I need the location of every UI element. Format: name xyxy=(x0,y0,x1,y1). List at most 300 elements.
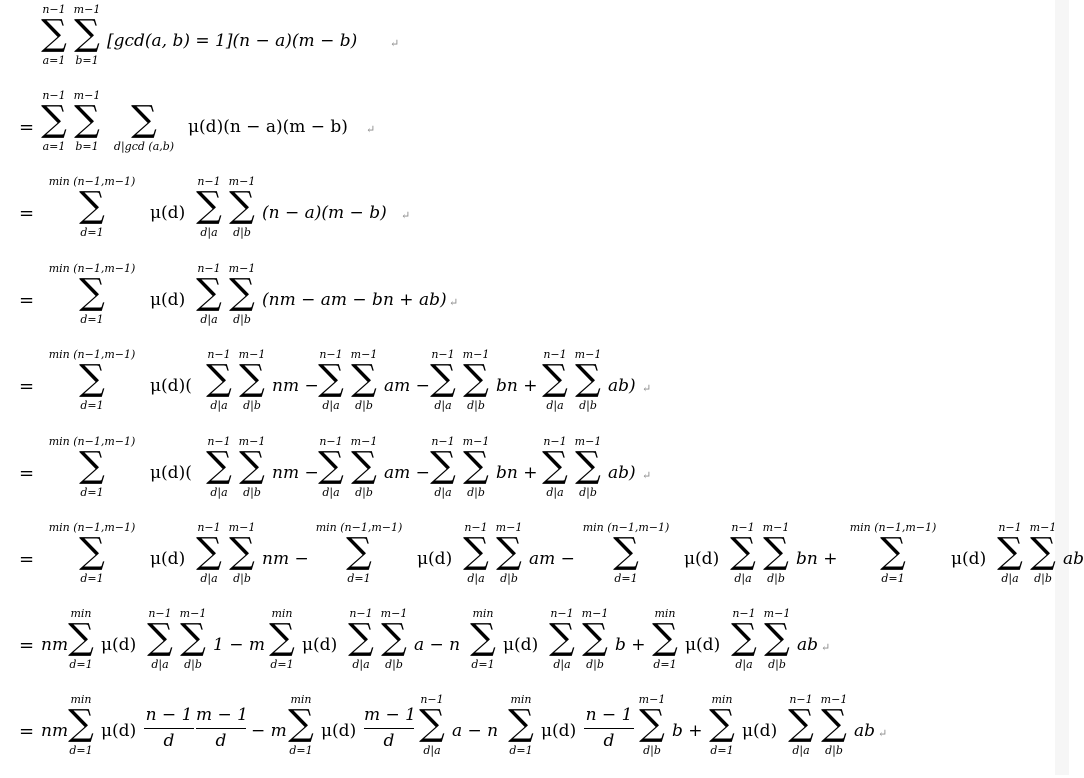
upper-limit: min xyxy=(510,693,532,706)
summation xyxy=(378,606,410,686)
summation xyxy=(226,261,258,341)
summation xyxy=(315,434,347,514)
upper-limit: n−1 xyxy=(998,521,1022,534)
expression-text: ab) xyxy=(608,376,636,396)
summation xyxy=(727,520,759,600)
upper-limit: n−1 xyxy=(543,435,567,448)
sigma-icon: ∑ xyxy=(508,703,534,744)
lower-limit: d=1 xyxy=(80,313,104,326)
lower-limit: d|b xyxy=(233,572,251,585)
upper-limit: min (n−1,m−1) xyxy=(849,521,937,534)
summation xyxy=(285,692,317,772)
summation xyxy=(706,692,738,772)
sigma-icon: ∑ xyxy=(997,531,1023,572)
upper-limit: n−1 xyxy=(732,607,756,620)
summation xyxy=(493,520,525,600)
equation-line xyxy=(0,520,1084,606)
upper-limit: n−1 xyxy=(349,607,373,620)
expression-text: bn + xyxy=(796,549,838,569)
lower-limit: d=1 xyxy=(80,572,104,585)
upper-limit: min xyxy=(290,693,312,706)
upper-limit: min (n−1,m−1) xyxy=(48,521,136,534)
sigma-icon: ∑ xyxy=(381,617,407,658)
fraction-bar xyxy=(584,728,634,729)
expression-text: nm xyxy=(41,635,69,655)
lower-limit: d|b xyxy=(355,486,373,499)
upper-limit: m−1 xyxy=(238,435,266,448)
sigma-icon: ∑ xyxy=(196,272,222,313)
lower-limit: d=1 xyxy=(80,399,104,412)
equation-line xyxy=(0,88,1069,174)
upper-limit: n−1 xyxy=(319,435,343,448)
sigma-icon: ∑ xyxy=(419,703,445,744)
mobius-term: μ(d) xyxy=(951,549,987,569)
summation xyxy=(636,692,668,772)
upper-limit: n−1 xyxy=(42,3,66,16)
upper-limit: m−1 xyxy=(380,607,408,620)
summation xyxy=(38,88,70,168)
lower-limit: d|a xyxy=(322,399,340,412)
sigma-icon: ∑ xyxy=(79,531,105,572)
mobius-term: μ(d) xyxy=(417,549,453,569)
sigma-icon: ∑ xyxy=(549,617,575,658)
summation xyxy=(760,520,792,600)
summation xyxy=(539,434,571,514)
lower-limit: d=1 xyxy=(289,744,313,757)
mobius-term: μ(d) xyxy=(503,635,539,655)
summation xyxy=(38,520,146,600)
upper-limit: m−1 xyxy=(350,435,378,448)
lower-limit: a=1 xyxy=(42,54,66,67)
paragraph-return-icon: ↵ xyxy=(878,727,888,740)
expression-text: ab xyxy=(797,635,819,655)
sigma-icon: ∑ xyxy=(79,358,105,399)
lower-limit: d|a xyxy=(423,744,441,757)
sigma-icon: ∑ xyxy=(239,445,265,486)
paragraph-return-icon: ↵ xyxy=(642,382,652,395)
expression-text: bn + xyxy=(496,463,538,483)
denominator: d xyxy=(163,731,175,751)
sigma-icon: ∑ xyxy=(346,531,372,572)
lower-limit: d|a xyxy=(210,399,228,412)
sigma-icon: ∑ xyxy=(74,13,100,54)
denominator: d xyxy=(603,731,615,751)
equals-sign: = xyxy=(19,117,35,138)
mobius-term: μ(d) xyxy=(742,721,778,741)
sigma-icon: ∑ xyxy=(1030,531,1056,572)
equation-line xyxy=(0,434,1069,520)
sigma-icon: ∑ xyxy=(180,617,206,658)
lower-limit: d|b xyxy=(579,399,597,412)
sigma-icon: ∑ xyxy=(74,99,100,140)
upper-limit: min (n−1,m−1) xyxy=(48,262,136,275)
sigma-icon: ∑ xyxy=(229,185,255,226)
expression-text: ab xyxy=(1063,549,1084,569)
expression-text: a − n xyxy=(452,721,499,741)
summation xyxy=(572,347,604,427)
fraction-bar xyxy=(364,728,414,729)
summation xyxy=(839,520,947,600)
sigma-icon: ∑ xyxy=(68,703,94,744)
upper-limit: n−1 xyxy=(42,89,66,102)
summation xyxy=(193,261,225,341)
sigma-icon: ∑ xyxy=(348,617,374,658)
mobius-term: μ(d) xyxy=(150,290,186,310)
summation xyxy=(65,606,97,686)
lower-limit: d|b xyxy=(184,658,202,671)
sigma-icon: ∑ xyxy=(463,445,489,486)
upper-limit: m−1 xyxy=(495,521,523,534)
summation xyxy=(818,692,850,772)
sigma-icon: ∑ xyxy=(470,617,496,658)
sigma-icon: ∑ xyxy=(288,703,314,744)
lower-limit: d=1 xyxy=(270,658,294,671)
sigma-icon: ∑ xyxy=(880,531,906,572)
lower-limit: d|a xyxy=(200,572,218,585)
mobius-term: μ(d) xyxy=(302,635,338,655)
expression-text: bn + xyxy=(496,376,538,396)
upper-limit: min xyxy=(70,607,92,620)
sigma-icon: ∑ xyxy=(269,617,295,658)
upper-limit: n−1 xyxy=(789,693,813,706)
denominator: d xyxy=(215,731,227,751)
upper-limit: m−1 xyxy=(350,348,378,361)
equation-line xyxy=(0,261,1069,347)
expression-text: (n − a)(m − b) xyxy=(262,203,387,223)
summation xyxy=(427,347,459,427)
paragraph-return-icon: ↵ xyxy=(390,37,400,50)
upper-limit: m−1 xyxy=(638,693,666,706)
upper-limit: min (n−1,m−1) xyxy=(48,175,136,188)
expression-text: nm − xyxy=(272,463,319,483)
summation xyxy=(203,347,235,427)
sigma-icon: ∑ xyxy=(764,617,790,658)
sigma-icon: ∑ xyxy=(79,445,105,486)
lower-limit: d|b xyxy=(500,572,518,585)
lower-limit: d=1 xyxy=(80,226,104,239)
paragraph-return-icon: ↵ xyxy=(449,296,459,309)
sigma-icon: ∑ xyxy=(763,531,789,572)
sigma-icon: ∑ xyxy=(788,703,814,744)
upper-limit: n−1 xyxy=(431,348,455,361)
mobius-term: μ(d) xyxy=(101,721,137,741)
equation-line xyxy=(0,2,1069,88)
mobius-term: μ(d)( xyxy=(150,376,192,396)
fraction-bar xyxy=(196,728,246,729)
equals-sign: = xyxy=(19,376,35,397)
numerator: n − 1 xyxy=(145,705,193,725)
lower-limit: d|a xyxy=(352,658,370,671)
upper-limit: m−1 xyxy=(73,3,101,16)
lower-limit: d|b xyxy=(1034,572,1052,585)
lower-limit: d|a xyxy=(434,486,452,499)
equation-line xyxy=(0,606,1069,692)
summation xyxy=(38,2,70,82)
upper-limit: n−1 xyxy=(731,521,755,534)
upper-limit: m−1 xyxy=(238,348,266,361)
lower-limit: d|a xyxy=(200,313,218,326)
summation xyxy=(266,606,298,686)
paragraph-return-icon: ↵ xyxy=(401,209,411,222)
sigma-icon: ∑ xyxy=(318,358,344,399)
sigma-icon: ∑ xyxy=(430,358,456,399)
lower-limit: d|a xyxy=(546,486,564,499)
lower-limit: d|b xyxy=(233,226,251,239)
upper-limit: min xyxy=(70,693,92,706)
sigma-icon: ∑ xyxy=(147,617,173,658)
upper-limit: m−1 xyxy=(1029,521,1057,534)
summation xyxy=(203,434,235,514)
lower-limit: d|a xyxy=(322,486,340,499)
paragraph-return-icon: ↵ xyxy=(366,123,376,136)
summation xyxy=(104,88,184,168)
lower-limit: d|a xyxy=(546,399,564,412)
mobius-term: μ(d) xyxy=(321,721,357,741)
lower-limit: d=1 xyxy=(710,744,734,757)
equals-sign: = xyxy=(19,203,35,224)
lower-limit: d|a xyxy=(1001,572,1019,585)
summation xyxy=(193,520,225,600)
expression-text: ab) xyxy=(608,463,636,483)
sigma-icon: ∑ xyxy=(351,445,377,486)
summation xyxy=(38,434,146,514)
sigma-icon: ∑ xyxy=(229,531,255,572)
upper-limit: n−1 xyxy=(319,348,343,361)
summation xyxy=(226,174,258,254)
lower-limit: d=1 xyxy=(509,744,533,757)
summation xyxy=(427,434,459,514)
sigma-icon: ∑ xyxy=(41,13,67,54)
summation xyxy=(1027,520,1059,600)
sigma-icon: ∑ xyxy=(206,358,232,399)
mobius-term: μ(d) xyxy=(684,549,720,569)
expression-text: [gcd(a, b) = 1](n − a)(m − b) xyxy=(107,31,358,51)
summation xyxy=(728,606,760,686)
summation xyxy=(460,347,492,427)
summation xyxy=(348,434,380,514)
equals-sign: = xyxy=(19,635,35,656)
sigma-icon: ∑ xyxy=(731,617,757,658)
upper-limit: m−1 xyxy=(820,693,848,706)
upper-limit: m−1 xyxy=(228,521,256,534)
lower-limit: d|b xyxy=(243,399,261,412)
summation xyxy=(305,520,413,600)
summation xyxy=(761,606,793,686)
sigma-icon: ∑ xyxy=(575,445,601,486)
sigma-icon: ∑ xyxy=(131,99,157,140)
upper-limit: n−1 xyxy=(197,262,221,275)
equation-line xyxy=(0,347,1069,433)
expression-text: a − n xyxy=(414,635,461,655)
fraction xyxy=(584,706,634,754)
equals-sign: = xyxy=(19,721,35,742)
upper-limit: m−1 xyxy=(228,175,256,188)
upper-limit: min (n−1,m−1) xyxy=(48,435,136,448)
fraction xyxy=(364,706,414,754)
sigma-icon: ∑ xyxy=(639,703,665,744)
summation xyxy=(649,606,681,686)
expression-text: nm − xyxy=(272,376,319,396)
summation xyxy=(236,347,268,427)
sigma-icon: ∑ xyxy=(463,531,489,572)
summation xyxy=(467,606,499,686)
upper-limit: m−1 xyxy=(762,521,790,534)
sigma-icon: ∑ xyxy=(196,531,222,572)
sigma-icon: ∑ xyxy=(430,445,456,486)
summation xyxy=(579,606,611,686)
lower-limit: d|a xyxy=(151,658,169,671)
lower-limit: a=1 xyxy=(42,140,66,153)
sigma-icon: ∑ xyxy=(206,445,232,486)
sigma-icon: ∑ xyxy=(542,445,568,486)
equals-sign: = xyxy=(19,463,35,484)
upper-limit: n−1 xyxy=(543,348,567,361)
sigma-icon: ∑ xyxy=(821,703,847,744)
lower-limit: d|a xyxy=(210,486,228,499)
summation xyxy=(71,2,103,82)
summation xyxy=(505,692,537,772)
sigma-icon: ∑ xyxy=(79,272,105,313)
upper-limit: min xyxy=(654,607,676,620)
lower-limit: d|b xyxy=(355,399,373,412)
lower-limit: d|b xyxy=(767,572,785,585)
upper-limit: min xyxy=(472,607,494,620)
sigma-icon: ∑ xyxy=(318,445,344,486)
sigma-icon: ∑ xyxy=(79,185,105,226)
lower-limit: d|b xyxy=(467,399,485,412)
fraction-bar xyxy=(144,728,194,729)
sigma-icon: ∑ xyxy=(239,358,265,399)
lower-limit: d|b xyxy=(243,486,261,499)
summation xyxy=(38,261,146,341)
upper-limit: m−1 xyxy=(179,607,207,620)
summation xyxy=(345,606,377,686)
upper-limit: n−1 xyxy=(197,175,221,188)
upper-limit: n−1 xyxy=(207,348,231,361)
lower-limit: d=1 xyxy=(881,572,905,585)
numerator: n − 1 xyxy=(585,705,633,725)
numerator: m − 1 xyxy=(364,705,416,725)
sigma-icon: ∑ xyxy=(196,185,222,226)
upper-limit: min (n−1,m−1) xyxy=(315,521,403,534)
summation xyxy=(539,347,571,427)
upper-limit: n−1 xyxy=(420,693,444,706)
sigma-icon: ∑ xyxy=(652,617,678,658)
summation xyxy=(38,347,146,427)
lower-limit: d|b xyxy=(385,658,403,671)
upper-limit: min xyxy=(711,693,733,706)
lower-limit: d|b xyxy=(768,658,786,671)
upper-limit: n−1 xyxy=(197,521,221,534)
lower-limit: d|b xyxy=(579,486,597,499)
lower-limit: d=1 xyxy=(347,572,371,585)
sigma-icon: ∑ xyxy=(68,617,94,658)
summation xyxy=(572,434,604,514)
summation xyxy=(546,606,578,686)
sigma-icon: ∑ xyxy=(229,272,255,313)
summation xyxy=(38,174,146,254)
mobius-term: μ(d) xyxy=(150,549,186,569)
denominator: d xyxy=(383,731,395,751)
summation xyxy=(348,347,380,427)
upper-limit: min xyxy=(271,607,293,620)
sigma-icon: ∑ xyxy=(41,99,67,140)
upper-limit: m−1 xyxy=(462,348,490,361)
upper-limit: n−1 xyxy=(464,521,488,534)
lower-limit: d=1 xyxy=(69,744,93,757)
equation-line xyxy=(0,692,1069,778)
summation xyxy=(144,606,176,686)
expression-text: am − xyxy=(384,463,430,483)
expression-text: b + xyxy=(615,635,646,655)
lower-limit: d|a xyxy=(434,399,452,412)
upper-limit: m−1 xyxy=(73,89,101,102)
upper-limit: m−1 xyxy=(581,607,609,620)
expression-text: 1 − m xyxy=(213,635,265,655)
lower-limit: d|b xyxy=(586,658,604,671)
lower-limit: d=1 xyxy=(653,658,677,671)
sigma-icon: ∑ xyxy=(582,617,608,658)
expression-text: − m xyxy=(251,721,287,741)
upper-limit: n−1 xyxy=(207,435,231,448)
summation xyxy=(460,520,492,600)
mobius-term: μ(d)( xyxy=(150,463,192,483)
summation xyxy=(236,434,268,514)
lower-limit: d|a xyxy=(792,744,810,757)
equals-sign: = xyxy=(19,549,35,570)
summation xyxy=(785,692,817,772)
expression-text: nm − xyxy=(262,549,309,569)
paragraph-return-icon: ↵ xyxy=(642,469,652,482)
expression-text: (nm − am − bn + ab) xyxy=(262,290,447,310)
summation xyxy=(193,174,225,254)
lower-limit: d|b xyxy=(467,486,485,499)
numerator: m − 1 xyxy=(196,705,248,725)
summation xyxy=(65,692,97,772)
upper-limit: m−1 xyxy=(763,607,791,620)
lower-limit: d=1 xyxy=(614,572,638,585)
expression-text: b + xyxy=(672,721,703,741)
lower-limit: d=1 xyxy=(69,658,93,671)
summation xyxy=(572,520,680,600)
sigma-icon: ∑ xyxy=(351,358,377,399)
mobius-term: μ(d)(n − a)(m − b) xyxy=(188,117,348,137)
summation xyxy=(315,347,347,427)
lower-limit: b=1 xyxy=(75,140,99,153)
sigma-icon: ∑ xyxy=(575,358,601,399)
sigma-icon: ∑ xyxy=(463,358,489,399)
upper-limit: m−1 xyxy=(228,262,256,275)
mobius-term: μ(d) xyxy=(101,635,137,655)
upper-limit: m−1 xyxy=(574,435,602,448)
lower-limit: d|a xyxy=(553,658,571,671)
lower-limit: d|b xyxy=(233,313,251,326)
expression-text: am − xyxy=(384,376,430,396)
paragraph-return-icon: ↵ xyxy=(821,641,831,654)
lower-limit: d|a xyxy=(734,572,752,585)
summation xyxy=(460,434,492,514)
mobius-term: μ(d) xyxy=(685,635,721,655)
expression-text: nm xyxy=(41,721,69,741)
lower-limit: d|a xyxy=(735,658,753,671)
sigma-icon: ∑ xyxy=(709,703,735,744)
upper-limit: n−1 xyxy=(148,607,172,620)
lower-limit: d|b xyxy=(643,744,661,757)
upper-limit: min (n−1,m−1) xyxy=(582,521,670,534)
lower-limit: d|a xyxy=(467,572,485,585)
lower-limit: d=1 xyxy=(80,486,104,499)
summation xyxy=(177,606,209,686)
